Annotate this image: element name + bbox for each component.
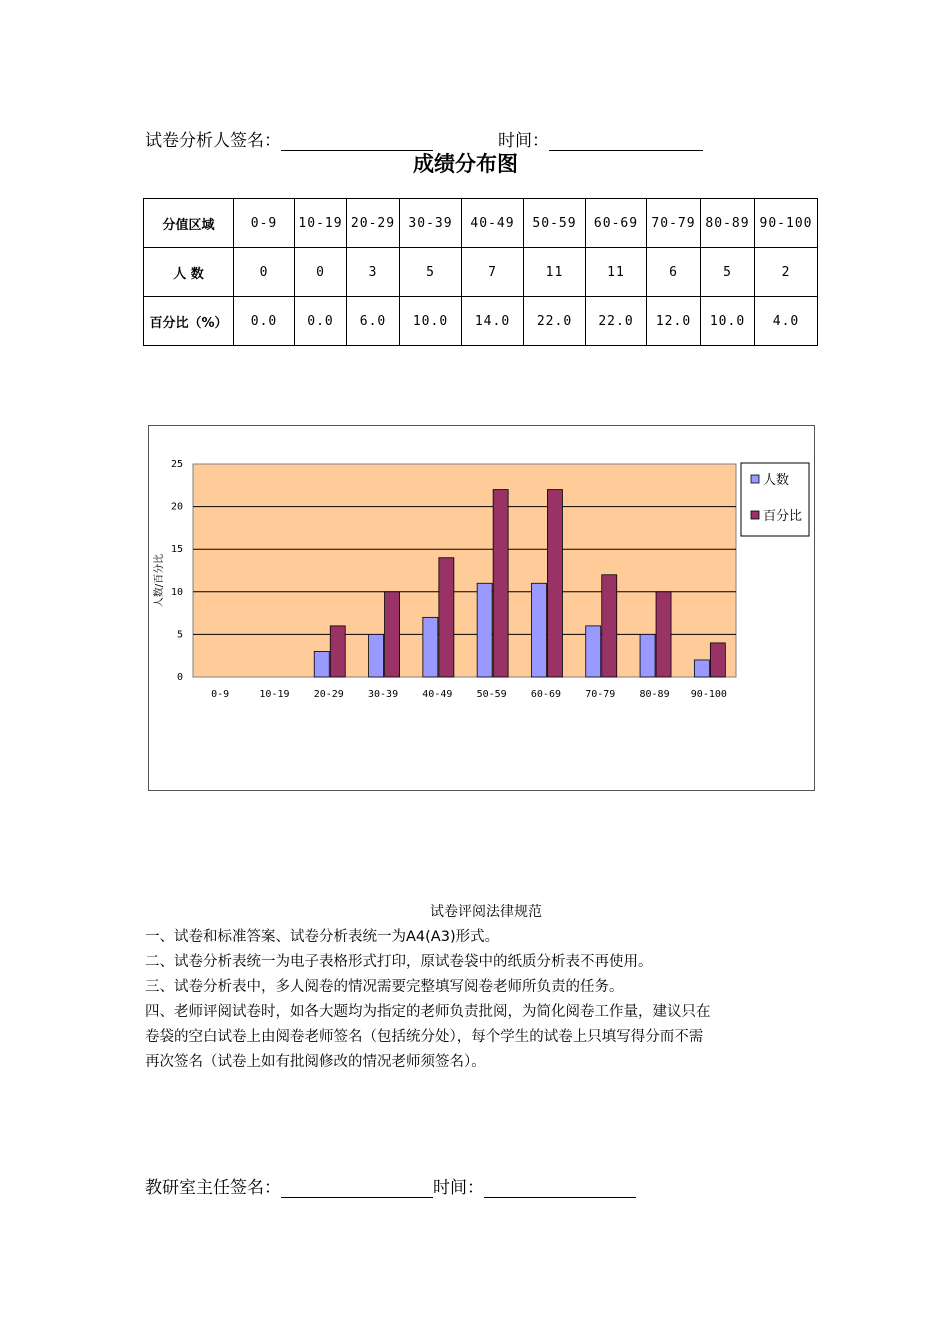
row-header-count: 人 数 — [144, 248, 234, 297]
row-header-range: 分值区域 — [144, 199, 234, 248]
x-tick-label: 70-79 — [585, 689, 616, 700]
y-tick-label: 20 — [170, 501, 183, 513]
x-tick-label: 90-100 — [690, 689, 727, 700]
analyst-time-label: 时间： — [498, 131, 549, 151]
director-signature-label: 教研室主任签名： — [145, 1178, 281, 1198]
table-row-ranges — [144, 199, 818, 248]
director-time-blank[interactable] — [484, 1179, 636, 1198]
table-cell: 60-69 — [586, 199, 647, 248]
table-cell: 0 — [234, 248, 295, 297]
chart-frame — [148, 425, 815, 791]
table-row-counts — [144, 248, 818, 297]
rules-title: 试卷评阅法律规范 — [430, 904, 542, 920]
legend-label: 百分比 — [763, 509, 803, 524]
director-signature-blank[interactable] — [281, 1179, 433, 1198]
table-cell: 5 — [701, 248, 755, 297]
analyst-signature-blank[interactable] — [281, 132, 433, 151]
score-distribution-table — [143, 198, 818, 346]
table-cell: 11 — [586, 248, 647, 297]
analyst-signature-line — [145, 126, 433, 151]
y-tick-label: 5 — [176, 629, 183, 641]
row-header-percent: 百分比（%） — [144, 297, 234, 346]
table-cell: 80-89 — [701, 199, 755, 248]
table-cell: 10-19 — [295, 199, 347, 248]
x-tick-label: 40-49 — [422, 689, 453, 700]
table-cell: 3 — [347, 248, 400, 297]
bar-count — [314, 651, 329, 677]
table-cell: 70-79 — [647, 199, 701, 248]
x-tick-label: 80-89 — [639, 689, 670, 700]
y-tick-label: 15 — [170, 544, 183, 556]
rule-line: 卷袋的空白试卷上由阅卷老师签名（包括统分处），每个学生的试卷上只填写得分而不需 — [145, 1029, 704, 1045]
y-tick-label: 10 — [170, 586, 183, 598]
x-tick-label: 60-69 — [530, 689, 562, 700]
x-tick-label: 10-19 — [259, 689, 290, 700]
y-tick-label: 0 — [176, 672, 183, 683]
table-cell: 20-29 — [347, 199, 400, 248]
table-cell: 22.0 — [586, 297, 647, 346]
bar-percent — [602, 575, 617, 677]
table-cell: 0.0 — [234, 297, 295, 346]
table-row-percents — [144, 297, 818, 346]
analyst-signature-label: 试卷分析人签名： — [145, 131, 281, 151]
table-cell: 2 — [755, 248, 818, 297]
table-cell: 10.0 — [400, 297, 462, 346]
bar-percent — [547, 490, 562, 677]
table-cell: 11 — [524, 248, 586, 297]
rule-line: 一、试卷和标准答案、试卷分析表统一为A4(A3)形式。 — [145, 929, 500, 945]
table-cell: 12.0 — [647, 297, 701, 346]
y-axis-label: 人数/百分比 — [154, 553, 165, 608]
page-title: 成绩分布图 — [413, 152, 518, 176]
table-cell: 50-59 — [524, 199, 586, 248]
x-tick-label: 50-59 — [476, 689, 507, 700]
table-cell: 5 — [400, 248, 462, 297]
rule-line: 四、老师评阅试卷时，如各大题均为指定的老师负责批阅，为简化阅卷工作量，建议只在 — [145, 1004, 711, 1020]
table-cell: 30-39 — [400, 199, 462, 248]
legend-swatch — [751, 511, 759, 519]
table-cell: 6 — [647, 248, 701, 297]
x-tick-label: 20-29 — [313, 689, 344, 700]
table-cell: 7 — [462, 248, 524, 297]
table-cell: 40-49 — [462, 199, 524, 248]
table-cell: 6.0 — [347, 297, 400, 346]
bar-percent — [330, 626, 345, 677]
bar-percent — [710, 643, 725, 677]
bar-count — [640, 634, 655, 677]
bar-count — [477, 583, 492, 677]
table-cell: 90-100 — [755, 199, 818, 248]
analyst-time-blank[interactable] — [549, 132, 703, 151]
analyst-time-line — [498, 126, 703, 151]
x-tick-label: 30-39 — [367, 689, 399, 700]
table-cell: 14.0 — [462, 297, 524, 346]
x-tick-label: 0-9 — [211, 689, 230, 700]
table-cell: 22.0 — [524, 297, 586, 346]
rule-line: 三、试卷分析表中，多人阅卷的情况需要完整填写阅卷老师所负责的任务。 — [145, 979, 624, 995]
bar-percent — [656, 592, 671, 677]
legend-label: 人数 — [763, 473, 790, 488]
bar-count — [586, 626, 601, 677]
bar-count — [423, 617, 438, 677]
table-cell: 4.0 — [755, 297, 818, 346]
rule-line: 二、试卷分析表统一为电子表格形式打印，原试卷袋中的纸质分析表不再使用。 — [145, 954, 653, 970]
bar-percent — [439, 558, 454, 677]
director-time-label: 时间： — [433, 1178, 484, 1198]
table-cell: 0-9 — [234, 199, 295, 248]
bar-percent — [493, 490, 508, 677]
rule-line: 再次签名（试卷上如有批阅修改的情况老师须签名）。 — [145, 1054, 486, 1070]
bar-count — [531, 583, 546, 677]
legend-swatch — [751, 475, 759, 483]
table-cell: 0.0 — [295, 297, 347, 346]
bar-percent — [385, 592, 400, 677]
bar-count — [694, 660, 709, 677]
y-tick-label: 25 — [170, 459, 183, 470]
table-cell: 0 — [295, 248, 347, 297]
score-distribution-chart — [149, 426, 814, 790]
bar-count — [369, 634, 384, 677]
director-signature-line — [145, 1173, 636, 1198]
table-cell: 10.0 — [701, 297, 755, 346]
